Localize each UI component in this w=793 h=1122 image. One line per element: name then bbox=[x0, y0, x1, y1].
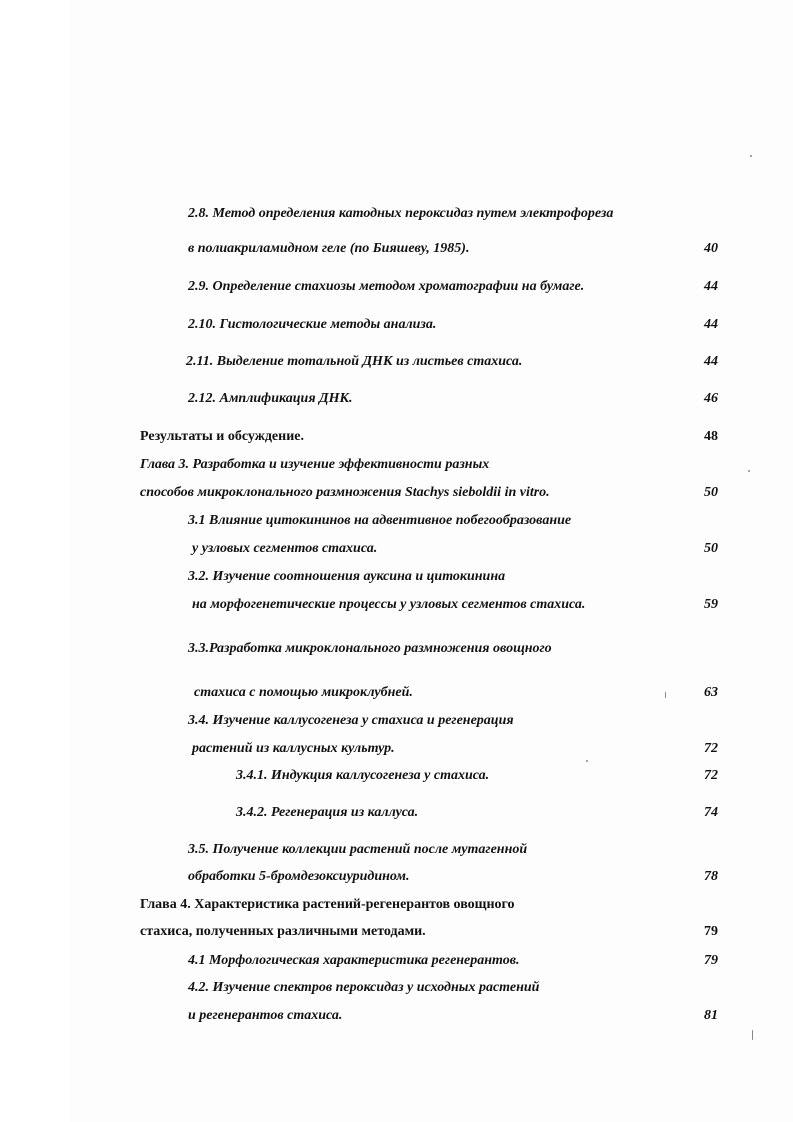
toc-entry-2-8-line1: 2.8. Метод определения катодных пероксидаз путем электрофореза bbox=[188, 206, 614, 221]
toc-chapter-3-line1: Глава 3. Разработка и изучение эффективности разных bbox=[140, 457, 490, 472]
toc-page-number: 81 bbox=[704, 1008, 718, 1023]
toc-page-number: 63 bbox=[704, 685, 718, 700]
toc-chapter-3-line2: способов микроклонального размножения Stachys sieboldii in vitro. bbox=[140, 485, 550, 500]
toc-entry-3-5-line2: обработки 5-бромдезоксиуридином. bbox=[188, 869, 410, 884]
toc-chapter-4-line1: Глава 4. Характеристика растений-регенерантов овощного bbox=[140, 897, 515, 912]
scan-margin bbox=[0, 0, 70, 1122]
scan-speck bbox=[750, 155, 752, 157]
toc-entry-2-10: 2.10. Гистологические методы анализа. bbox=[188, 317, 437, 332]
toc-entry-4-1: 4.1 Морфологическая характеристика регенерантов. bbox=[188, 953, 520, 968]
toc-page-number: 44 bbox=[704, 317, 718, 332]
scan-speck bbox=[748, 470, 750, 472]
toc-page-number: 46 bbox=[704, 391, 718, 406]
toc-page-number: 48 bbox=[704, 429, 718, 444]
toc-section-results: Результаты и обсуждение. bbox=[140, 429, 304, 444]
toc-page-number: 44 bbox=[704, 354, 718, 369]
toc-entry-3-2-line2: на морфогенетические процессы у узловых сегментов стахиса. bbox=[192, 597, 586, 612]
toc-chapter-4-line2: стахиса, полученных различными методами. bbox=[140, 924, 426, 939]
toc-entry-3-5-line1: 3.5. Получение коллекции растений после мутагенной bbox=[188, 842, 528, 857]
toc-page-number: 72 bbox=[704, 768, 718, 783]
toc-entry-3-3-line2: стахиса с помощью микроклубней. bbox=[194, 685, 413, 700]
toc-page-number: 72 bbox=[704, 741, 718, 756]
toc-page-number: 79 bbox=[704, 924, 718, 939]
toc-page-number: 50 bbox=[704, 485, 718, 500]
toc-entry-2-11: 2.11. Выделение тотальной ДНК из листьев стахиса. bbox=[186, 354, 523, 369]
toc-page-number: 59 bbox=[704, 597, 718, 612]
scan-speck bbox=[665, 692, 666, 698]
toc-entry-3-1-line2: у узловых сегментов стахиса. bbox=[192, 541, 378, 556]
toc-entry-3-2-line1: 3.2. Изучение соотношения ауксина и цитокинина bbox=[188, 569, 506, 584]
toc-page-number: 74 bbox=[704, 805, 718, 820]
toc-entry-3-4-line1: 3.4. Изучение каллусогенеза у стахиса и регенерация bbox=[188, 713, 514, 728]
toc-entry-3-1-line1: 3.1 Влияние цитокининов на адвентивное побегообразование bbox=[188, 513, 572, 528]
scan-speck bbox=[752, 1030, 753, 1040]
toc-entry-2-12: 2.12. Амплификация ДНК. bbox=[188, 391, 353, 406]
toc-entry-3-3-line1: 3.3.Разработка микроклонального размножения овощного bbox=[188, 641, 552, 656]
toc-page-number: 79 bbox=[704, 953, 718, 968]
toc-entry-2-8-line2: в полиакриламидном геле (по Бияшеву, 1985). bbox=[188, 241, 470, 256]
toc-entry-3-4-2: 3.4.2. Регенерация из каллуса. bbox=[236, 805, 419, 820]
toc-entry-3-4-line2: растений из каллусных культур. bbox=[192, 741, 395, 756]
toc-entry-2-9: 2.9. Определение стахиозы методом хроматографии на бумаге. bbox=[188, 279, 585, 294]
scan-speck bbox=[586, 760, 588, 762]
toc-page-number: 78 bbox=[704, 869, 718, 884]
toc-page-number: 44 bbox=[704, 279, 718, 294]
toc-page-number: 40 bbox=[704, 241, 718, 256]
toc-page-number: 50 bbox=[704, 541, 718, 556]
toc-entry-3-4-1: 3.4.1. Индукция каллусогенеза у стахиса. bbox=[236, 768, 490, 783]
toc-entry-4-2-line1: 4.2. Изучение спектров пероксидаз у исходных растений bbox=[188, 980, 540, 995]
toc-entry-4-2-line2: и регенерантов стахиса. bbox=[188, 1008, 343, 1023]
